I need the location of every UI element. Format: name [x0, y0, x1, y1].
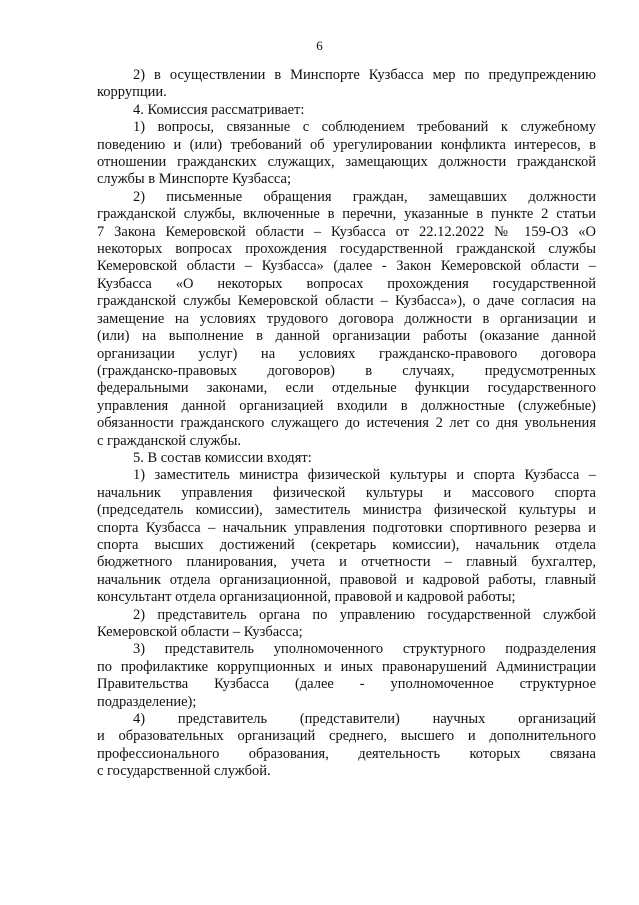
text-line: с государственной службой.: [97, 763, 271, 780]
text-line: управления данной организацией входили в должностные (служебные): [97, 397, 596, 414]
text-line: профессионального образования, деятельность которых связана: [97, 745, 596, 762]
text-line: коррупции.: [97, 84, 167, 101]
text-line: поведению и (или) требований об урегулировании конфликта интересов, в: [97, 136, 596, 153]
text-line: Кемеровской области – Кузбасса» (далее - Закон Кемеровской области –: [97, 258, 596, 275]
text-line: Кемеровской области – Кузбасса;: [97, 624, 303, 640]
text-line: (председатель комиссии), заместитель министра физической культуры и: [97, 502, 596, 519]
text-line: 4. Комиссия рассматривает:: [133, 101, 305, 118]
text-line: гражданской службы, включенные в перечни, указанные в пункте 2 статьи: [97, 206, 596, 223]
text-line: 4) представитель (представители) научных организаций: [133, 711, 596, 728]
document-body: [97, 67, 596, 781]
text-line: обязанности гражданского служащего до истечения 2 лет со дня увольнения: [97, 415, 596, 432]
text-line: по профилактике коррупционных и иных правонарушений Администрации: [97, 658, 596, 675]
text-line: подразделение);: [97, 693, 197, 710]
text-line: отношении гражданских служащих, замещающих должности гражданской: [97, 154, 596, 171]
text-line: и образовательных организаций среднего, высшего и дополнительного: [97, 728, 596, 745]
text-line: Кузбасса «О некоторых вопросах прохождения государственной: [97, 275, 596, 292]
text-line: (или) на выполнение в данной организации работы (оказание данной: [97, 328, 596, 345]
text-line: 2) представитель органа по управлению государственной службой: [133, 606, 596, 623]
text-line: с гражданской службы.: [97, 432, 241, 449]
text-line: 3) представитель уполномоченного структурного подразделения: [133, 641, 596, 658]
text-line: 1) заместитель министра физической культуры и спорта Кузбасса –: [133, 467, 596, 484]
text-line: бюджетного планирования, учета и отчетности – главный бухгалтер,: [97, 554, 596, 571]
text-line: 1) вопросы, связанные с соблюдением требований к служебному: [133, 119, 596, 136]
text-line: консультант отдела организационной, правовой и кадровой работы;: [97, 589, 516, 606]
page-number: 6: [316, 38, 323, 53]
text-line: службы в Минспорте Кузбасса;: [97, 171, 291, 188]
text-line: гражданской службы Кемеровской области – Кузбасса»), о даче согласия на: [97, 293, 596, 310]
text-line: федеральными законами, если отдельные функции государственного: [97, 380, 596, 397]
text-line: 2) в осуществлении в Минспорте Кузбасса мер по предупреждению: [133, 67, 596, 83]
text-line: 5. В состав комиссии входят:: [133, 449, 312, 466]
text-line: спорта высших достижений (секретарь комиссии), начальник отдела: [97, 536, 596, 553]
text-line: (гражданско-правовых договоров) в случаях, предусмотренных: [97, 362, 596, 379]
text-line: 2) письменные обращения граждан, замещавших должности: [133, 188, 596, 205]
text-line: начальник отдела организационной, правовой и кадровой работы, главный: [97, 571, 596, 588]
text-line: спорта Кузбасса – начальник управления подготовки спортивного резерва и: [97, 519, 596, 536]
text-line: организации услуг) на условиях гражданско-правового договора: [97, 345, 596, 362]
text-line: начальник управления физической культуры и массового спорта: [97, 484, 596, 501]
text-line: Правительства Кузбасса (далее - уполномоченное структурное: [97, 676, 596, 693]
text-line: 7 Закона Кемеровской области – Кузбасса от 22.12.2022 № 159-ОЗ «О: [97, 223, 596, 240]
text-line: замещение на условиях трудового договора должности в организации и: [97, 310, 596, 327]
text-line: некоторых вопросах прохождения государственной гражданской службы: [97, 241, 596, 258]
